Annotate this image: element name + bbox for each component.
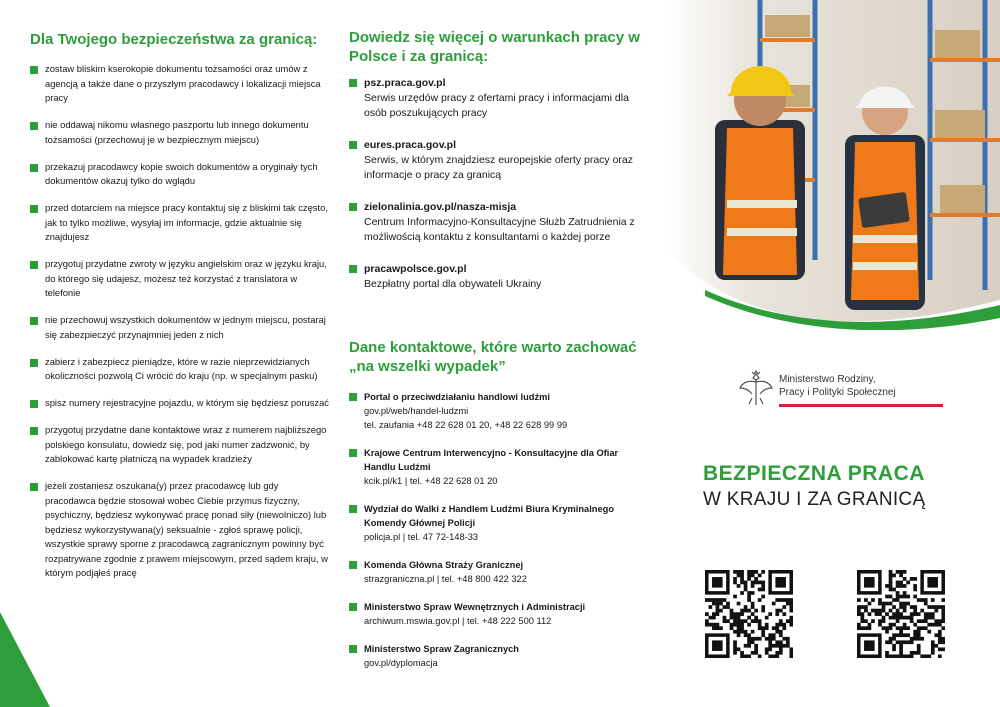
safety-tip-item: jeżeli zostaniesz oszukana(y) przez pracodawcę lub gdy pracodawca będzie stosował wobec Ciebie przymus fizyczny, psychiczny, będziesz wykonywać pracę ponad siły (niewolniczo) lub będziesz wykorzystywana(y) seksualnie - zgłoś sprawę policji, wszystkie sprawy sporne z pracodawcą zagranicznym powinny być rozpatrywane zgodnie z prawem miejscowym, przed sądem kraju, w którym podjąłeś pracę: [30, 479, 330, 581]
safety-tips-list: [30, 62, 330, 593]
safety-tip-item: zabierz i zabezpiecz pieniądze, które w razie nieprzewidzianych okoliczności pozwolą Ci wrócić do kraju (np. w specjalnym pasku): [30, 355, 330, 384]
contact-details: archiwum.mswia.gov.pl | tel. +48 222 500 112: [364, 616, 552, 626]
link-item: [349, 262, 649, 292]
info-panel: [335, 0, 665, 707]
contact-name: Komenda Główna Straży Granicznej: [364, 560, 524, 570]
contact-details: policja.pl | tel. 47 72-148-33: [364, 532, 479, 542]
links-list: [349, 76, 649, 292]
contact-item: [349, 642, 649, 670]
contacts-heading: Dane kontaktowe, które warto zachować „na wszelki wypadek”: [349, 339, 637, 375]
contact-details: strazgraniczna.pl | tel. +48 800 422 322: [364, 574, 527, 584]
qr-code-icon[interactable]: [857, 570, 945, 658]
contact-name: Portal o przeciwdziałaniu handlowi ludźmi: [364, 392, 550, 402]
contact-details: gov.pl/dyplomacja: [364, 658, 438, 668]
link-item: [349, 138, 649, 183]
ministry-logo: [737, 368, 947, 412]
ministry-name: [779, 373, 896, 399]
links-heading: Dowiedz się więcej o warunkach pracy w Polsce i za granicą:: [349, 29, 640, 65]
contact-name: Krajowe Centrum Interwencyjno - Konsultacyjne dla Ofiar Handlu Ludźmi: [364, 448, 619, 472]
contact-name: Ministerstwo Spraw Zagranicznych: [364, 644, 519, 654]
qr-code-icon[interactable]: [705, 570, 793, 658]
cover-title: BEZPIECZNA PRACA: [703, 462, 925, 485]
contact-item: [349, 446, 649, 488]
contact-details: kcik.pl/k1 | tel. +48 22 628 01 20: [364, 476, 498, 486]
links-section: [349, 28, 649, 309]
cover-panel: [665, 0, 1000, 707]
link-url[interactable]: psz.praca.gov.pl: [364, 77, 446, 89]
contact-item: [349, 390, 649, 432]
contact-details: tel. zaufania +48 22 628 01 20, +48 22 628 99 99: [364, 420, 568, 430]
link-description: Serwis, w którym znajdziesz europejskie oferty pracy oraz informacje o pracy za granicą: [364, 154, 634, 181]
safety-tip-item: przekazuj pracodawcy kopie swoich dokumentów a oryginały tych dokumentów okazuj tylko do wglądu: [30, 160, 330, 189]
safety-tip-item: przed dotarciem na miejsce pracy kontaktuj się z bliskimi tak często, jak to tylko możliwe, wysyłaj im informacje, gdzie aktualnie się znajdujesz: [30, 201, 330, 245]
safety-tip-item: przygotuj przydatne zwroty w języku angielskim oraz w języku kraju, do którego się udajesz, możesz też korzystać z translatora w telefonie: [30, 257, 330, 301]
contacts-list: [349, 390, 649, 670]
ministry-name-line2: Pracy i Polityki Społecznej: [779, 387, 896, 398]
contact-item: [349, 600, 649, 628]
link-url[interactable]: eures.praca.gov.pl: [364, 139, 457, 151]
ministry-name-line1: Ministerstwo Rodziny,: [779, 374, 876, 385]
eagle-emblem-icon: [737, 368, 775, 408]
contact-name: Ministerstwo Spraw Wewnętrznych i Administracji: [364, 602, 586, 612]
safety-tip-item: nie przechowuj wszystkich dokumentów w jednym miejscu, postaraj się zabezpieczyć przynajmniej jeden z nich: [30, 313, 330, 342]
link-url[interactable]: pracawpolsce.gov.pl: [364, 263, 467, 275]
link-item: [349, 200, 649, 245]
link-description: Serwis urzędów pracy z ofertami pracy i informacjami dla osób poszukujących pracy: [364, 92, 629, 119]
green-corner-decoration: [0, 612, 50, 707]
warehouse-workers-photo: [665, 0, 1000, 330]
contact-details: gov.pl/web/handel-ludzmi: [364, 406, 469, 416]
cover-subtitle: W KRAJU I ZA GRANICĄ: [703, 489, 926, 510]
safety-tip-item: nie oddawaj nikomu własnego paszportu lub innego dokumentu tożsamości (przechowuj je w bezpiecznym miejscu): [30, 118, 330, 147]
link-item: [349, 76, 649, 121]
safety-heading: Dla Twojego bezpieczeństwa za granicą:: [30, 31, 318, 48]
safety-tip-item: zostaw bliskim kserokopie dokumentu tożsamości oraz umów z agencją a także dane o przyszłym pracodawcy i lokalizacji miejsca pracy: [30, 62, 330, 106]
link-description: Centrum Informacyjno-Konsultacyjne Służb Zatrudnienia z możliwością kontaktu z konsultantami o każdej porze: [364, 216, 635, 243]
link-url[interactable]: zielonalinia.gov.pl/nasza-misja: [364, 201, 517, 213]
safety-tips-panel: [0, 0, 335, 707]
contact-item: [349, 558, 649, 586]
contacts-section: [349, 338, 649, 684]
flag-underline: [779, 404, 943, 407]
safety-tip-item: przygotuj przydatne dane kontaktowe wraz z numerem najbliższego polskiego konsulatu, dowiedz się, pod jaki numer zadzwonić, by zablokować kartę płatniczą na wypadek kradzieży: [30, 423, 330, 467]
link-description: Bezpłatny portal dla obywateli Ukrainy: [364, 278, 542, 290]
safety-tip-item: spisz numery rejestracyjne pojazdu, w którym się będziesz poruszać: [30, 396, 330, 411]
contact-name: Wydział do Walki z Handlem Ludźmi Biura Kryminalnego Komendy Głównej Policji: [364, 504, 615, 528]
contact-item: [349, 502, 649, 544]
